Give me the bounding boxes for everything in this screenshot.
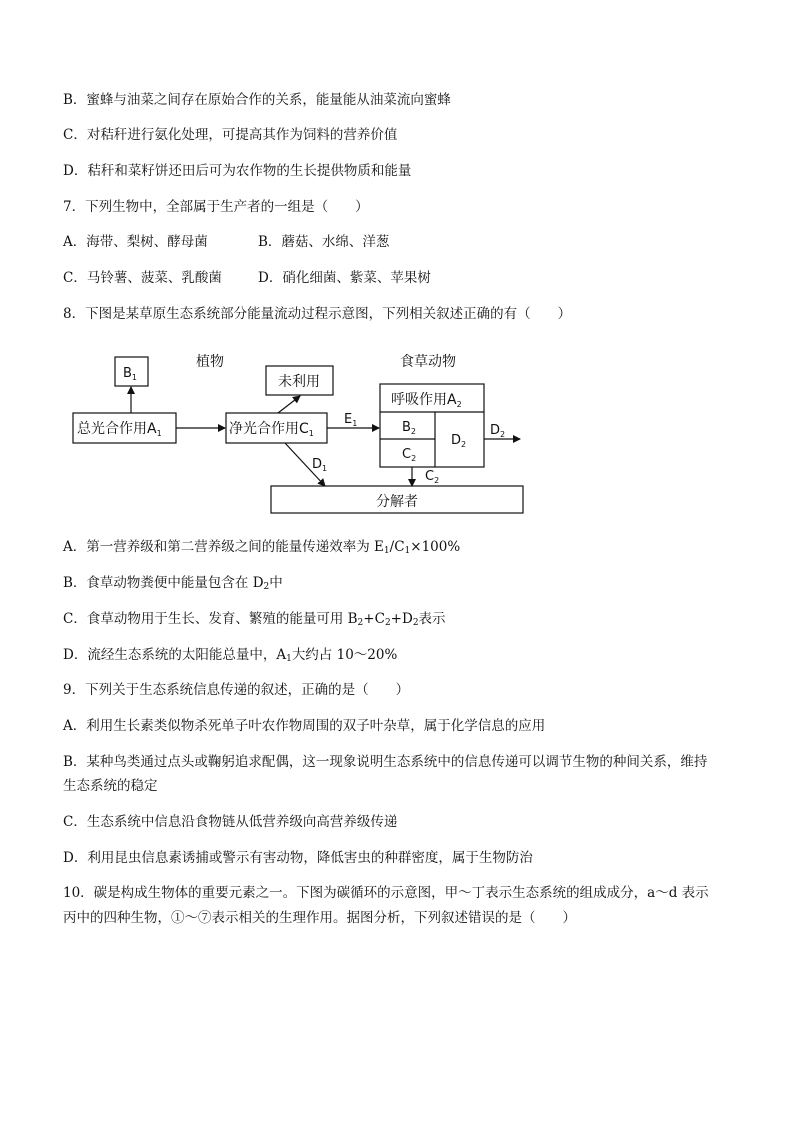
q8-stem: 8．下图是某草原生态系统部分能量流动过程示意图，下列相关叙述正确的有（ ） xyxy=(63,306,572,322)
q7-option-c: C．马铃薯、菠菜、乳酸菌 xyxy=(63,270,222,286)
q9-stem: 9．下列关于生态系统信息传递的叙述，正确的是（ ） xyxy=(63,682,410,698)
q7-option-d: D．硝化细菌、紫菜、苹果树 xyxy=(258,270,431,286)
q9-option-d: D．利用昆虫信息素诱捕或警示有害动物，降低害虫的种群密度，属于生物防治 xyxy=(63,850,533,866)
q8-option-b: B．食草动物粪便中能量包含在 $D_2$中 xyxy=(63,575,283,592)
d2-inner-label: $D_2$ xyxy=(451,433,467,449)
e1-label: $E_1$ xyxy=(344,412,358,428)
q8-option-c: C．食草动物用于生长、发育、繁殖的能量可用 $B_2+C_2+D_2$表示 xyxy=(63,611,446,628)
q9-option-a: A．利用生长素类似物杀死单子叶农作物周围的双子叶杂草，属于化学信息的应用 xyxy=(63,718,546,734)
q9-option-c: C．生态系统中信息沿食物链从低营养级向高营养级传递 xyxy=(63,814,398,830)
d1-label: $D_1$ xyxy=(312,457,328,473)
q6-option-b: B．蜜蜂与油菜之间存在原始合作的关系，能量能从油菜流向蜜蜂 xyxy=(63,92,451,108)
net-photosynthesis-label: 净光合作用$C_1$ xyxy=(229,421,314,438)
c2-label: $C_2$ xyxy=(402,447,417,463)
q9-option-b-line1: B．某种鸟类通过点头或鞠躬追求配偶，这一现象说明生态系统中的信息传递可以调节生物的种间关系，维持 xyxy=(63,754,708,770)
decomposer-label: 分解者 xyxy=(376,494,418,510)
q6-option-d: D．秸秆和菜籽饼还田后可为农作物的生长提供物质和能量 xyxy=(63,163,412,179)
c2-arrow-label: $C_2$ xyxy=(425,469,440,485)
q10-stem-line2: 丙中的四种生物，①～⑦表示相关的生理作用。据图分析，下列叙述错误的是（ ） xyxy=(63,910,576,926)
b2-label: $B_2$ xyxy=(402,420,417,436)
q9-option-b-line2: 生态系统的稳定 xyxy=(63,778,158,794)
q10-stem-line1: 10．碳是构成生物体的重要元素之一。下图为碳循环的示意图，甲～丁表示生态系统的组成成分，a～d 表示 xyxy=(63,885,709,901)
respiration-label: 呼吸作用$A_2$ xyxy=(391,392,462,409)
gross-photosynthesis-label: 总光合作用$A_1$ xyxy=(77,421,162,438)
q6-option-c: C．对秸秆进行氨化处理，可提高其作为饲料的营养价值 xyxy=(63,127,398,143)
plant-label: 植物 xyxy=(196,354,224,370)
unused-label: 未利用 xyxy=(278,374,320,390)
q7-option-b: B．蘑菇、水绵、洋葱 xyxy=(258,234,390,250)
herbivore-label: 食草动物 xyxy=(400,354,456,370)
q7-option-a: A．海带、梨树、酵母菌 xyxy=(63,234,208,250)
b1-label: $B_1$ xyxy=(123,366,138,382)
energy-flow-diagram xyxy=(0,340,794,525)
q8-option-a: A．第一营养级和第二营养级之间的能量传递效率为 $E_1/C_1\times 100\%$ xyxy=(63,539,461,556)
q7-stem: 7．下列生物中，全部属于生产者的一组是（ ） xyxy=(63,199,369,215)
q8-option-d: D．流经生态系统的太阳能总量中，$A_1$大约占 10～20% xyxy=(63,647,398,664)
d2-arrow-label: $D_2$ xyxy=(490,423,506,439)
